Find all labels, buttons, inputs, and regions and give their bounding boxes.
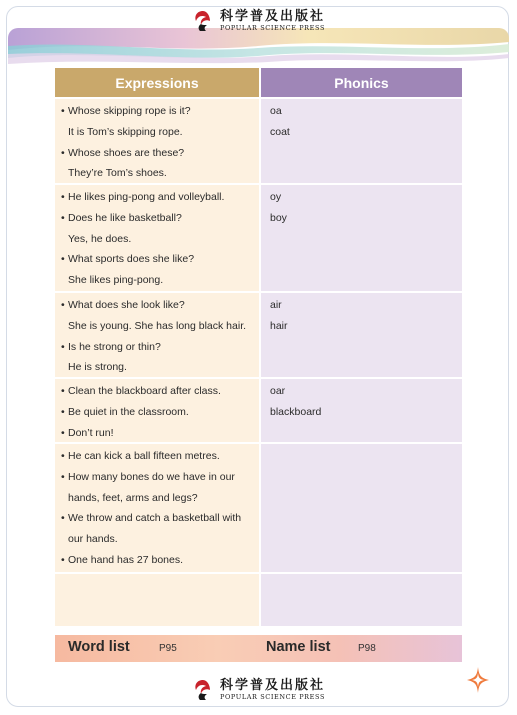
bullet-icon: • (61, 299, 65, 311)
expression-line (61, 508, 259, 529)
phonics-sound: oy (270, 191, 282, 203)
bullet-icon: • (61, 470, 65, 483)
expression-text: He can kick a ball fifteen metres. (68, 450, 220, 462)
publisher-name-en: POPULAR SCIENCE PRESS (219, 24, 326, 33)
expression-text: Don’t run! (68, 426, 114, 439)
expression-line (61, 163, 259, 184)
expression-line (61, 249, 259, 270)
publisher-emblem-icon (192, 679, 214, 701)
expressions-header: Expressions (55, 68, 259, 97)
expression-text: It is Tom’s skipping rope. (68, 125, 183, 138)
table-row (55, 379, 462, 442)
phonics-cell (261, 574, 462, 626)
publisher-name-cn: 科学普及出版社 (219, 9, 325, 25)
phonics-header: Phonics (261, 68, 462, 97)
expressions-cell (55, 444, 259, 572)
expression-line (61, 488, 259, 509)
expression-line (61, 423, 259, 444)
expression-line (61, 187, 259, 208)
expression-text: She likes ping-pong. (68, 274, 164, 287)
expression-text: Clean the blackboard after class. (68, 385, 221, 397)
expression-text: Is he strong or thin? (68, 340, 161, 353)
publisher-name-cn: 科学普及出版社 (219, 678, 325, 694)
table-row (55, 293, 462, 377)
phonics-example-word: hair (270, 319, 288, 332)
phonics-cell (261, 185, 462, 291)
expression-text: Whose skipping rope is it? (68, 105, 191, 117)
expression-text: What sports does she like? (68, 253, 195, 266)
expression-text: hands, feet, arms and legs? (68, 491, 198, 504)
expression-line (61, 270, 259, 291)
bullet-icon: • (61, 105, 65, 117)
publisher-logo-bottom (0, 679, 517, 701)
bullet-icon: • (61, 553, 65, 566)
expression-text: He likes ping-pong and volleyball. (68, 191, 225, 203)
table-row (55, 99, 462, 183)
bullet-icon: • (61, 512, 65, 525)
expression-line (61, 229, 259, 250)
bullet-icon: • (61, 191, 65, 203)
bullet-icon: • (61, 385, 65, 397)
phonics-cell (261, 99, 462, 183)
phonics-example-word: coat (270, 125, 290, 138)
bullet-icon: • (61, 405, 65, 418)
table-row (55, 185, 462, 291)
publisher-emblem-icon (192, 10, 214, 32)
expression-text: We throw and catch a basketball with (68, 512, 242, 525)
phonics-cell (261, 379, 462, 442)
word-list-label[interactable]: Word list (68, 639, 130, 655)
word-list-bar (55, 635, 462, 662)
name-list-label[interactable]: Name list (266, 639, 331, 655)
expression-line (61, 101, 259, 122)
expression-line (61, 122, 259, 143)
expression-text: our hands. (68, 533, 118, 546)
sparkle-icon (466, 666, 490, 694)
summary-table (55, 68, 462, 626)
expression-line (61, 295, 259, 316)
expression-line (61, 337, 259, 358)
bullet-icon: • (61, 253, 65, 266)
expression-line (61, 467, 259, 488)
expression-line (61, 357, 259, 378)
expression-text: What does she look like? (68, 299, 185, 311)
expression-line (61, 402, 259, 423)
expression-text: They’re Tom’s shoes. (68, 167, 167, 180)
expression-text: One hand has 27 bones. (68, 553, 184, 566)
phonics-example-word: blackboard (270, 405, 322, 418)
phonics-sound: oa (270, 105, 282, 117)
bullet-icon: • (61, 450, 65, 462)
expression-text: Yes, he does. (68, 232, 132, 245)
phonics-sound: oar (270, 385, 286, 397)
expression-text: Whose shoes are these? (68, 146, 185, 159)
expression-line (61, 316, 259, 337)
publisher-name-en: POPULAR SCIENCE PRESS (219, 693, 326, 702)
bullet-icon: • (61, 340, 65, 353)
expression-line (61, 381, 259, 402)
bullet-icon: • (61, 146, 65, 159)
expressions-cell (55, 99, 259, 183)
phonics-cell (261, 293, 462, 377)
expressions-cell (55, 185, 259, 291)
expression-line (61, 208, 259, 229)
bullet-icon: • (61, 211, 65, 224)
expressions-cell (55, 293, 259, 377)
expression-text: He is strong. (68, 361, 127, 374)
table-row (55, 444, 462, 572)
expression-text: She is young. She has long black hair. (68, 319, 247, 332)
expression-text: Does he like basketball? (68, 211, 182, 224)
name-list-page: P98 (358, 643, 376, 654)
expression-line (61, 446, 259, 467)
phonics-cell (261, 444, 462, 572)
table-body (55, 99, 462, 626)
table-header (55, 68, 462, 97)
bullet-icon: • (61, 426, 65, 439)
publisher-logo-top (0, 10, 517, 32)
phonics-sound: air (270, 299, 282, 311)
expression-text: Be quiet in the classroom. (68, 405, 189, 418)
expressions-cell (55, 574, 259, 626)
word-list-page: P95 (159, 643, 177, 654)
phonics-example-word: boy (270, 211, 287, 224)
header-brush-banner (8, 28, 509, 66)
expression-text: How many bones do we have in our (68, 470, 235, 483)
expression-line (61, 550, 259, 571)
expression-line (61, 143, 259, 164)
table-row (55, 574, 462, 626)
expression-line (61, 529, 259, 550)
expressions-cell (55, 379, 259, 442)
